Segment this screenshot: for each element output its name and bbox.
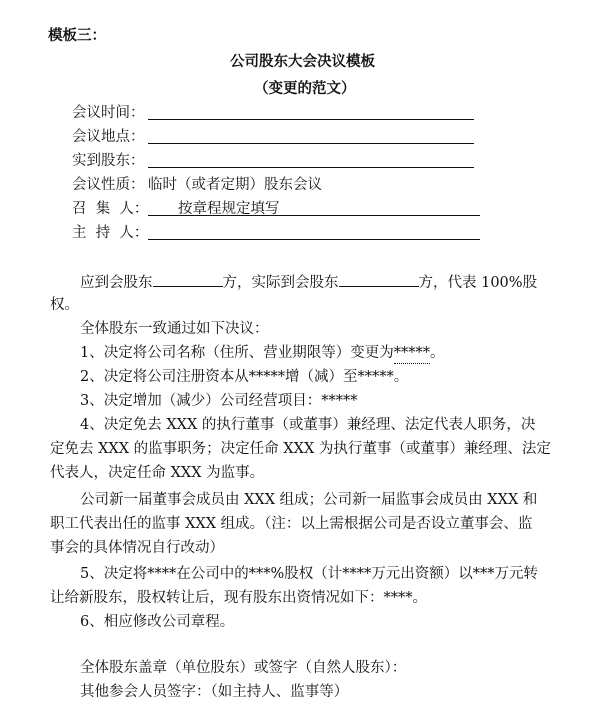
attendance-part2: 方，实际到会股东 [222,275,339,291]
board-para-line1: 公司新一届董事会成员由 XXX 组成；公司新一届监事会成员由 XXX 和 [80,492,538,508]
signature-other-attendees: 其他参会人员签字：（如主持人、监事等） [80,684,349,700]
signature-shareholders: 全体股东盖章（单位股东）或签字（自然人股东）： [80,660,407,676]
field-label-meeting-place: 会议地点： [72,129,145,145]
attendance-blank-present[interactable] [339,271,419,287]
attendance-part1: 应到会股东 [80,275,153,291]
field-line-convener[interactable] [148,215,480,216]
field-label-meeting-nature: 会议性质： [72,177,145,193]
template-label: 模板三： [48,28,106,44]
item1-text: 1、决定将公司名称（住所、营业期限等）变更为 [80,345,394,361]
document-title: 公司股东大会决议模板 [230,54,375,70]
document-subtitle: （变更的范文） [254,81,356,97]
resolution-item-5-line1: 5、决定将****在公司中的***%股权（计****万元出资额）以***万元转 [80,566,539,582]
resolution-item-4-line1: 4、决定免去 XXX 的执行董事（或董事）兼经理、法定代表人职务，决 [80,417,536,433]
attendance-blank-due[interactable] [153,271,223,287]
item1-end: 。 [429,345,445,361]
field-label-host: 主 持 人： [72,225,149,241]
field-line-host[interactable] [148,239,480,240]
field-line-present-shareholders[interactable] [148,167,474,168]
field-label-convener: 召 集 人： [72,201,149,217]
attendance-cont: 权。 [50,297,79,313]
resolution-item-2: 2、决定将公司注册资本从*****增（减）至*****。 [80,369,409,385]
field-line-meeting-time[interactable] [148,119,474,120]
field-value-convener: 按章程规定填写 [178,201,280,217]
field-label-present-shareholders: 实到股东： [72,153,145,169]
attendance-part3: 方，代表 100%股 [418,275,538,291]
field-label-meeting-time: 会议时间： [72,105,145,121]
resolution-item-6: 6、相应修改公司章程。 [80,614,235,630]
item1-value: ***** [394,343,430,364]
board-para-line3: 事会的具体情况自行改动） [50,540,224,556]
field-value-meeting-nature: 临时（或者定期）股东会议 [148,177,322,193]
attendance-line [80,271,537,293]
resolution-intro: 全体股东一致通过如下决议： [80,321,269,337]
field-line-meeting-place[interactable] [148,143,474,144]
resolution-item-1 [80,343,444,364]
resolution-item-4-line2: 定免去 XXX 的监事职务；决定任命 XXX 为执行董事（或董事）兼经理、法定 [50,441,551,457]
board-para-line2: 职工代表出任的监事 XXX 组成。（注：以上需根据公司是否设立董事会、监 [50,516,533,532]
resolution-item-4-line3: 代表人，决定任命 XXX 为监事。 [50,465,265,481]
resolution-item-5-line2: 让给新股东，股权转让后，现有股东出资情况如下：****。 [50,590,427,606]
resolution-item-3: 3、决定增加（减少）公司经营项目：***** [80,393,358,409]
